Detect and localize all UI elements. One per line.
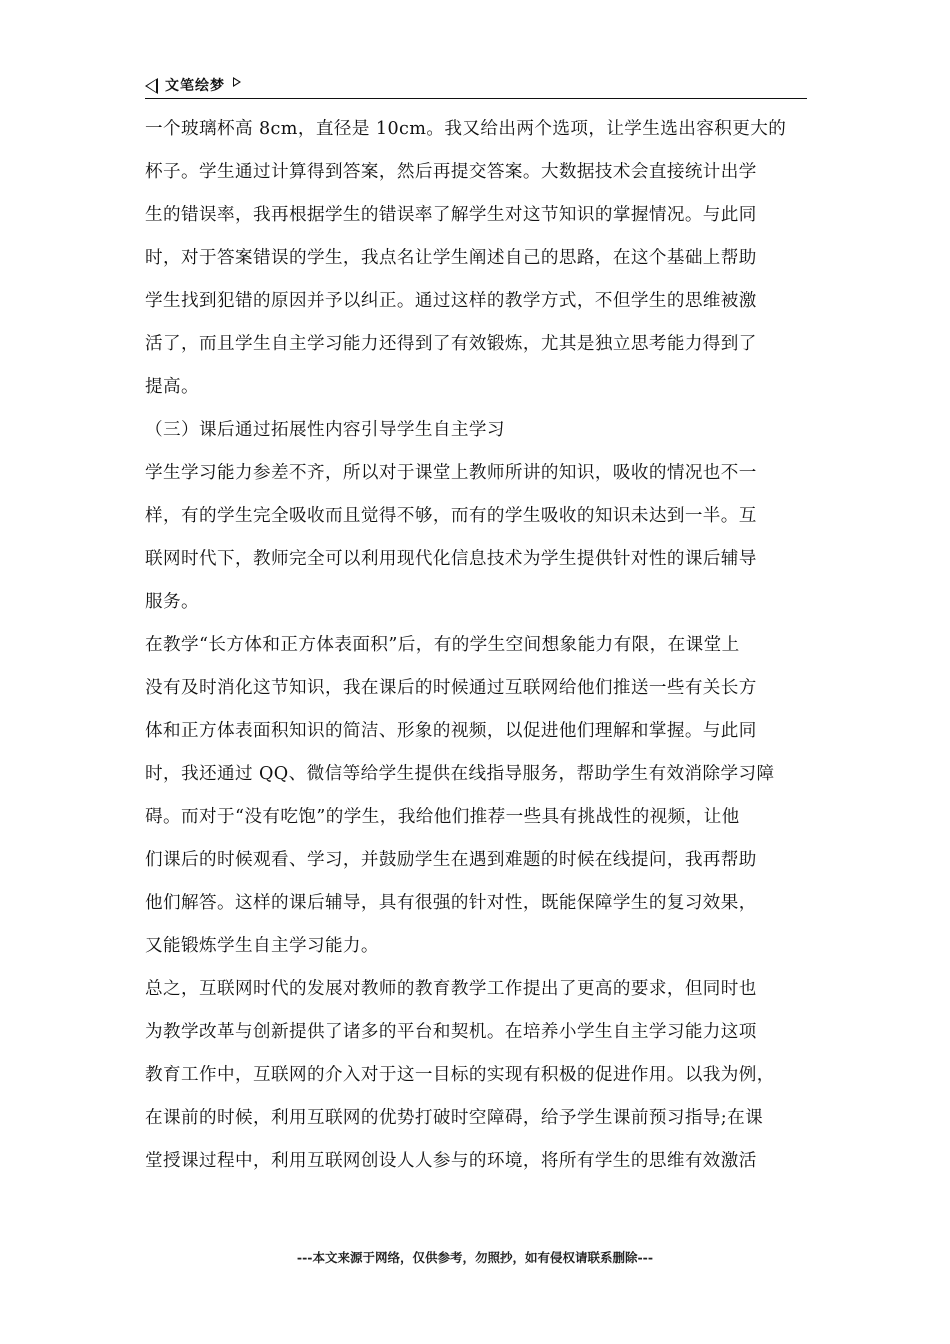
page-header — [145, 72, 807, 99]
section-heading: （三）课后通过拓展性内容引导学生自主学习 — [145, 420, 505, 440]
text-line: 一个玻璃杯高 8cm，直径是 10cm。我又给出两个选项，让学生选出容积更大的 — [145, 119, 787, 139]
text-line: 联网时代下，教师完全可以利用现代化信息技术为学生提供针对性的课后辅导 — [145, 549, 757, 569]
text-line: 堂授课过程中，利用互联网创设人人参与的环境，将所有学生的思维有效激活 — [145, 1151, 757, 1171]
text-line: 学生学习能力参差不齐，所以对于课堂上教师所讲的知识，吸收的情况也不一 — [145, 463, 757, 483]
text-line: 为教学改革与创新提供了诸多的平台和契机。在培养小学生自主学习能力这项 — [145, 1022, 757, 1042]
text-line: 服务。 — [145, 592, 199, 612]
text-line: 没有及时消化这节知识，我在课后的时候通过互联网给他们推送一些有关长方 — [145, 678, 757, 698]
text-line: 生的错误率，我再根据学生的错误率了解学生对这节知识的掌握情况。与此同 — [145, 205, 757, 225]
header-title: 文笔绘梦 — [165, 78, 225, 94]
text-line: 教育工作中，互联网的介入对于这一目标的实现有积极的促进作用。以我为例， — [145, 1065, 775, 1085]
text-line: 样，有的学生完全吸收而且觉得不够，而有的学生吸收的知识未达到一半。互 — [145, 506, 757, 526]
text-line: 时，我还通过 QQ、微信等给学生提供在线指导服务，帮助学生有效消除学习障 — [145, 764, 775, 784]
text-line: 杯子。学生通过计算得到答案，然后再提交答案。大数据技术会直接统计出学 — [145, 162, 757, 182]
text-line: 碍。而对于“没有吃饱”的学生，我给他们推荐一些具有挑战性的视频，让他 — [145, 807, 740, 827]
text-line: 时，对于答案错误的学生，我点名让学生阐述自己的思路，在这个基础上帮助 — [145, 248, 757, 268]
text-line: 学生找到犯错的原因并予以纠正。通过这样的教学方式，不但学生的思维被激 — [145, 291, 757, 311]
text-line: 又能锻炼学生自主学习能力。 — [145, 936, 379, 956]
text-line: 们课后的时候观看、学习，并鼓励学生在遇到难题的时候在线提问，我再帮助 — [145, 850, 757, 870]
text-line: 他们解答。这样的课后辅导，具有很强的针对性，既能保障学生的复习效果， — [145, 893, 757, 913]
text-line: 在课前的时候，利用互联网的优势打破时空障碍，给予学生课前预习指导;在课 — [145, 1108, 764, 1128]
left-triangle-icon — [145, 78, 158, 94]
right-triangle-icon — [233, 77, 241, 87]
text-line: 在教学“长方体和正方体表面积”后，有的学生空间想象能力有限，在课堂上 — [145, 635, 740, 655]
text-line: 总之，互联网时代的发展对教师的教育教学工作提出了更高的要求，但同时也 — [145, 979, 757, 999]
document-body — [145, 108, 805, 1183]
footer-disclaimer: ---本文来源于网络，仅供参考，勿照抄，如有侵权请联系删除--- — [296, 1250, 654, 1265]
text-line: 提高。 — [145, 377, 199, 397]
text-line: 活了，而且学生自主学习能力还得到了有效锻炼，尤其是独立思考能力得到了 — [145, 334, 757, 354]
text-line: 体和正方体表面积知识的简洁、形象的视频，以促进他们理解和掌握。与此同 — [145, 721, 757, 741]
